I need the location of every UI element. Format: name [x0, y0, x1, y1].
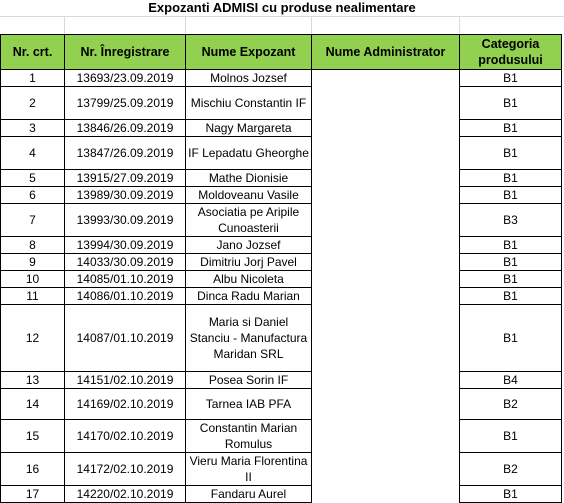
cell-nr[interactable]: 10 — [1, 271, 65, 288]
cell-category[interactable]: B1 — [460, 305, 562, 372]
grid-line — [0, 16, 564, 17]
cell-registration[interactable]: 13846/26.09.2019 — [65, 120, 186, 137]
table-row — [1, 271, 562, 288]
cell-nr[interactable]: 3 — [1, 120, 65, 137]
grid-line — [311, 16, 312, 34]
cell-nr[interactable]: 17 — [1, 486, 65, 503]
table-row — [1, 389, 562, 420]
cell-registration[interactable]: 14169/02.10.2019 — [65, 389, 186, 420]
cell-category[interactable]: B1 — [460, 271, 562, 288]
header-row — [1, 35, 562, 70]
cell-registration[interactable]: 14172/02.10.2019 — [65, 453, 186, 486]
cell-nr[interactable]: 9 — [1, 254, 65, 271]
cell-exhibitor[interactable]: Asociatia pe Aripile Cunoasterii — [186, 204, 312, 237]
cell-exhibitor[interactable]: Nagy Margareta — [186, 120, 312, 137]
cell-exhibitor[interactable]: Dimitriu Jorj Pavel — [186, 254, 312, 271]
cell-administrator[interactable] — [312, 453, 460, 486]
cell-category[interactable]: B2 — [460, 389, 562, 420]
cell-registration[interactable]: 13989/30.09.2019 — [65, 187, 186, 204]
cell-nr[interactable]: 7 — [1, 204, 65, 237]
cell-administrator[interactable] — [312, 237, 460, 254]
cell-category[interactable]: B4 — [460, 372, 562, 389]
cell-nr[interactable]: 11 — [1, 288, 65, 305]
header-nume-expozant[interactable]: Nume Expozant — [186, 35, 312, 70]
table-row — [1, 70, 562, 87]
cell-nr[interactable]: 13 — [1, 372, 65, 389]
cell-nr[interactable]: 4 — [1, 137, 65, 170]
sheet-title: Expozanti ADMISI cu produse nealimentare — [148, 0, 416, 15]
cell-category[interactable]: B1 — [460, 170, 562, 187]
cell-registration[interactable]: 14170/02.10.2019 — [65, 420, 186, 453]
cell-nr[interactable]: 14 — [1, 389, 65, 420]
cell-category[interactable]: B1 — [460, 120, 562, 137]
cell-registration[interactable]: 14087/01.10.2019 — [65, 305, 186, 372]
cell-administrator[interactable] — [312, 288, 460, 305]
cell-category[interactable]: B1 — [460, 237, 562, 254]
cell-exhibitor[interactable]: Albu Nicoleta — [186, 271, 312, 288]
cell-nr[interactable]: 2 — [1, 87, 65, 120]
cell-nr[interactable]: 5 — [1, 170, 65, 187]
cell-administrator[interactable] — [312, 170, 460, 187]
table-row — [1, 120, 562, 137]
cell-administrator[interactable] — [312, 271, 460, 288]
table-row — [1, 170, 562, 187]
cell-registration[interactable]: 13994/30.09.2019 — [65, 237, 186, 254]
cell-exhibitor[interactable]: Fandaru Aurel — [186, 486, 312, 503]
cell-registration[interactable]: 14151/02.10.2019 — [65, 372, 186, 389]
table-row — [1, 305, 562, 372]
cell-registration[interactable]: 13993/30.09.2019 — [65, 204, 186, 237]
cell-registration[interactable]: 14033/30.09.2019 — [65, 254, 186, 271]
cell-administrator[interactable] — [312, 87, 460, 120]
table-row — [1, 204, 562, 237]
table-row — [1, 137, 562, 170]
cell-exhibitor[interactable]: Maria si Daniel Stanciu - Manufactura Maridan SRL — [186, 305, 312, 372]
cell-administrator[interactable] — [312, 120, 460, 137]
table-row — [1, 288, 562, 305]
cell-category[interactable]: B1 — [460, 486, 562, 503]
cell-exhibitor[interactable]: Dinca Radu Marian — [186, 288, 312, 305]
cell-category[interactable]: B1 — [460, 288, 562, 305]
table-row — [1, 87, 562, 120]
header-nume-administrator[interactable]: Nume Administrator — [312, 35, 460, 70]
cell-administrator[interactable] — [312, 420, 460, 453]
cell-exhibitor[interactable]: Mathe Dionisie — [186, 170, 312, 187]
cell-category[interactable]: B2 — [460, 453, 562, 486]
cell-category[interactable]: B1 — [460, 187, 562, 204]
cell-administrator[interactable] — [312, 187, 460, 204]
table-row — [1, 237, 562, 254]
grid-line — [459, 16, 460, 34]
cell-category[interactable]: B1 — [460, 87, 562, 120]
cell-exhibitor[interactable]: IF Lepadatu Gheorghe — [186, 137, 312, 170]
cell-exhibitor[interactable]: Mischiu Constantin IF — [186, 87, 312, 120]
cell-exhibitor[interactable]: Posea Sorin IF — [186, 372, 312, 389]
cell-administrator[interactable] — [312, 305, 460, 372]
cell-administrator[interactable] — [312, 254, 460, 271]
header-nr-crt[interactable]: Nr. crt. — [1, 35, 65, 70]
cell-category[interactable]: B1 — [460, 70, 562, 87]
cell-registration[interactable]: 13915/27.09.2019 — [65, 170, 186, 187]
cell-exhibitor[interactable]: Tarnea IAB PFA — [186, 389, 312, 420]
cell-nr[interactable]: 12 — [1, 305, 65, 372]
header-categoria-produsului[interactable]: Categoria produsului — [460, 35, 562, 70]
cell-nr[interactable]: 15 — [1, 420, 65, 453]
cell-exhibitor[interactable]: Constantin Marian Romulus — [186, 420, 312, 453]
cell-registration[interactable]: 13847/26.09.2019 — [65, 137, 186, 170]
cell-registration[interactable]: 14085/01.10.2019 — [65, 271, 186, 288]
cell-nr[interactable]: 6 — [1, 187, 65, 204]
table-row — [1, 254, 562, 271]
cell-nr[interactable]: 1 — [1, 70, 65, 87]
cell-exhibitor[interactable]: Vieru Maria Florentina II — [186, 453, 312, 486]
table-row — [1, 372, 562, 389]
table-row — [1, 453, 562, 486]
cell-category[interactable]: B1 — [460, 254, 562, 271]
cell-nr[interactable]: 8 — [1, 237, 65, 254]
exhibitors-table — [0, 34, 562, 503]
cell-registration[interactable]: 13799/25.09.2019 — [65, 87, 186, 120]
cell-registration[interactable]: 14220/02.10.2019 — [65, 486, 186, 503]
cell-administrator[interactable] — [312, 137, 460, 170]
cell-exhibitor[interactable]: Jano Jozsef — [186, 237, 312, 254]
table-row — [1, 187, 562, 204]
cell-administrator[interactable] — [312, 204, 460, 237]
cell-category[interactable]: B1 — [460, 137, 562, 170]
cell-administrator[interactable] — [312, 389, 460, 420]
cell-registration[interactable]: 13693/23.09.2019 — [65, 70, 186, 87]
grid-line — [64, 16, 65, 34]
cell-category[interactable]: B1 — [460, 420, 562, 453]
grid-line — [185, 16, 186, 34]
cell-exhibitor[interactable]: Moldoveanu Vasile — [186, 187, 312, 204]
cell-nr[interactable]: 16 — [1, 453, 65, 486]
cell-administrator[interactable] — [312, 372, 460, 389]
cell-exhibitor[interactable]: Molnos Jozsef — [186, 70, 312, 87]
cell-category[interactable]: B3 — [460, 204, 562, 237]
table-row — [1, 420, 562, 453]
cell-registration[interactable]: 14086/01.10.2019 — [65, 288, 186, 305]
header-nr-inregistrare[interactable]: Nr. Înregistrare — [65, 35, 186, 70]
cell-administrator[interactable] — [312, 70, 460, 87]
